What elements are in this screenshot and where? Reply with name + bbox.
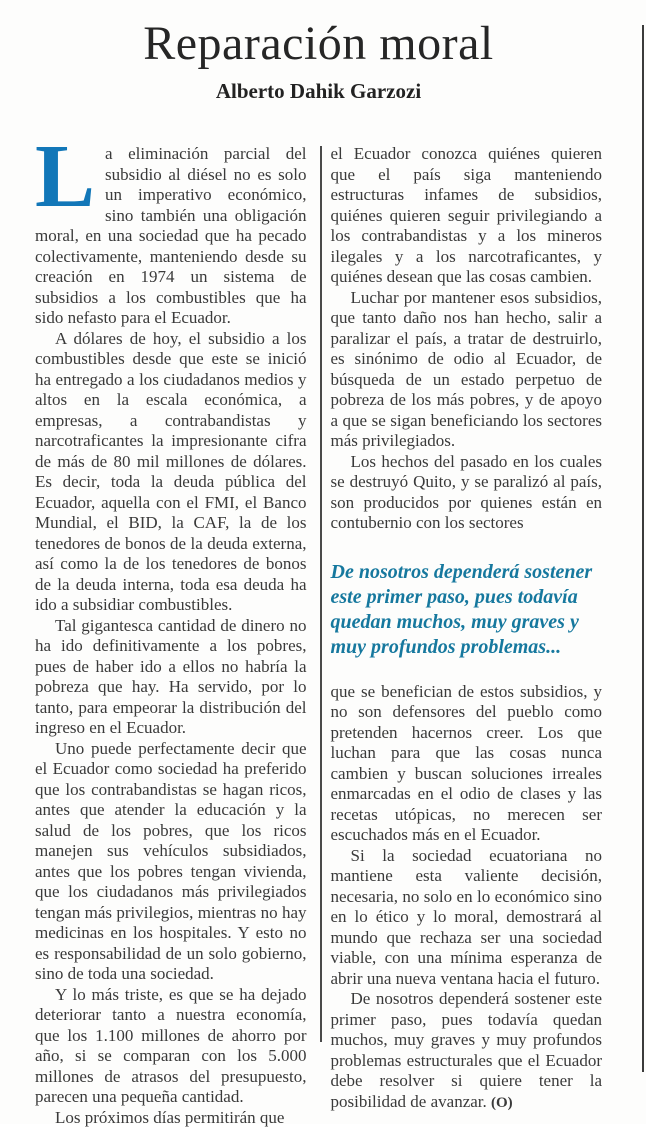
paragraph: Tal gigantesca cantidad de dinero no ha ido definitivamente a los pobres, pues de haber ido a ellos no habría la pobreza que hay. Ha servido, por lo tanto, para empeorar la distribución del ingreso en el Ecuador. <box>35 616 307 739</box>
article-column-2 <box>331 144 603 1128</box>
column-divider-rule <box>320 146 322 1042</box>
paragraph: que se benefician de estos subsidios, y no son defensores del pueblo como pretenden hacernos creer. Los que luchan para que las cosas nunca cambien y buscan soluciones irreales enmarcadas en el odio de clases y las recetas utópicas, no merecen ser escuchados más en el Ecuador. <box>331 682 603 846</box>
pull-quote: De nosotros dependerá sostener este primer paso, pues todavía quedan muchos, muy graves y muy profundos problemas... <box>331 560 603 660</box>
paragraph: el Ecuador conozca quiénes quieren que el país siga manteniendo estructuras infames de subsidios, quiénes quieren seguir privilegiando a los contrabandistas y a los mineros ilegales y a los narcotraficantes, y quiénes desean que las cosas cambien. <box>331 144 603 288</box>
paragraph-text: a eliminación parcial del subsidio al diésel no es solo un imperativo económico, sino también una obligación moral, en una sociedad que ha pecado colectivamente, manteniendo desde su creación en 1974 un sistema de subsidios a los combustibles que ha sido nefasto para el Ecuador. <box>35 144 307 327</box>
paragraph: Y lo más triste, es que se ha dejado deteriorar tanto a nuestra economía, que los 1.100 millones de ahorro por año, si se comparan con los 5.000 millones de atrasos del presupuesto, parecen una pequeña cantidad. <box>35 985 307 1108</box>
paragraph <box>331 989 603 1113</box>
page-edge-rule <box>642 25 644 1072</box>
paragraph: Uno puede perfectamente decir que el Ecuador como sociedad ha preferido que los contrabandistas se hagan ricos, antes que atender la educación y la salud de los pobres, que los ricos manejen sus vehículos subsidiados, antes que los pobres tengan vivienda, que los ciudadanos más privilegiados tengan más privilegios, mientras no hay medicinas en los hospitales. Y esto no es responsabilidad de un solo gobierno, sino de toda una sociedad. <box>35 739 307 985</box>
article-body <box>35 144 602 1128</box>
drop-cap-letter: L <box>35 144 105 208</box>
paragraph: A dólares de hoy, el subsidio a los combustibles desde que este se inició ha entregado a los ciudadanos medios y altos en la escala económica, a empresas, a contrabandistas y narcotraficantes la impresionante cifra de más de 80 mil millones de dólares. Es decir, toda la deuda pública del Ecuador, aquella con el FMI, el Banco Mundial, el BID, la CAF, la de los tenedores de bonos de la deuda externa, así como la de los tenedores de bonos de la deuda interna, toda esa deuda ha ido a subsidiar combustibles. <box>35 329 307 616</box>
paragraph-text: De nosotros dependerá sostener este primer paso, pues todavía quedan muchos, muy graves y muy profundos problemas estructurales que el Ecuador debe resolver si quiere tener la posibilidad de avanzar. <box>331 989 603 1111</box>
article-column-1 <box>35 144 307 1128</box>
end-mark: (O) <box>491 1095 513 1111</box>
paragraph: Los hechos del pasado en los cuales se destruyó Quito, y se paralizó al país, son producidos por quienes están en contubernio con los sectores <box>331 452 603 534</box>
paragraph: Luchar por mantener esos subsidios, que tanto daño nos han hecho, salir a paralizar el país, a tratar de destruirlo, es sinónimo de odio al Ecuador, de búsqueda de un estado perpetuo de pobreza de los más pobres, y de apoyo a que se sigan beneficiando los sectores más privilegiados. <box>331 288 603 452</box>
article-title: Reparación moral <box>35 16 602 72</box>
paragraph: Si la sociedad ecuatoriana no mantiene esta valiente decisión, necesaria, no solo en lo económico sino en lo ético y lo moral, demostrará al mundo que rechaza ser una sociedad viable, con una mínima esperanza de abrir una nueva ventana hacia el futuro. <box>331 846 603 990</box>
paragraph: Los próximos días permitirán que <box>35 1108 307 1128</box>
paragraph <box>35 144 307 329</box>
article-byline: Alberto Dahik Garzozi <box>35 78 602 104</box>
